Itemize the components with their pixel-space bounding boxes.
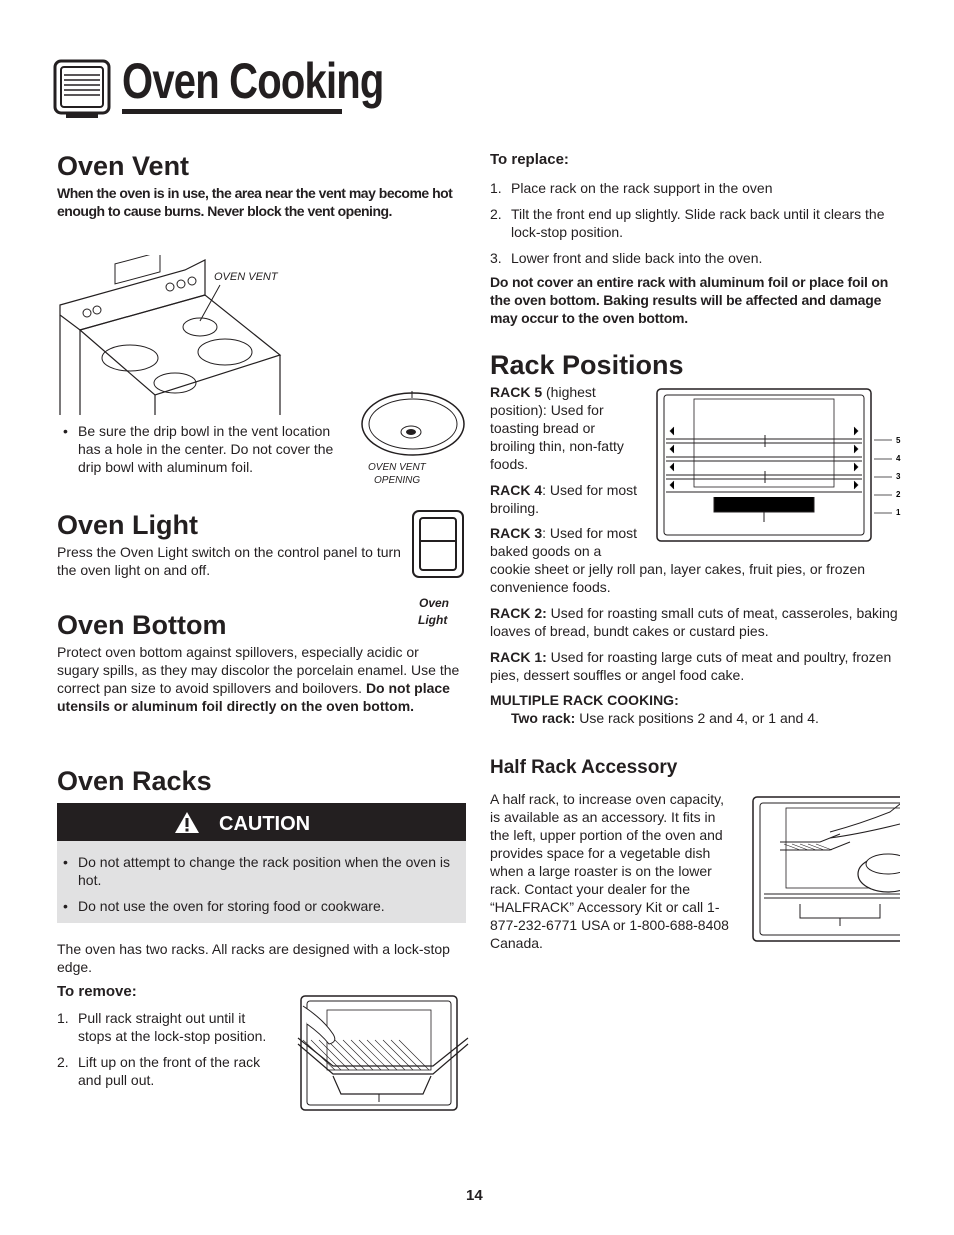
page-number: 14 <box>466 1187 483 1204</box>
rack-2-description: RACK 2: Used for roasting small cuts of meat, casseroles, baking loaves of bread, bundt cakes or custard pies. <box>490 605 898 639</box>
half-rack-text: A half rack, to increase oven capacity, is available as an accessory. It fits in the left, upper portion of the oven and provides space for a vegetable dish when a large roaster is on the lower rack. Contact your dealer for the “HALFRACK” Accessory Kit or call 1-877-232-6771 USA or 1-800-688-8408 Canada. <box>490 791 729 951</box>
rack-positions-diagram <box>654 387 904 542</box>
replace-warning: Do not cover an entire rack with aluminum foil or place foil on the oven bottom. Baking results will be affected and damage may occur to the oven bottom. <box>490 274 889 326</box>
list-item: 1. Pull rack straight out until it stops at the lock-stop position. <box>57 1010 267 1044</box>
two-rack-description: Two rack: Use rack positions 2 and 4, or 1 and 4. <box>511 710 819 726</box>
oven-racks-intro: The oven has two racks. All racks are designed with a lock-stop edge. <box>57 941 450 975</box>
half-rack-illustration <box>750 794 900 944</box>
list-item: • Do not use the oven for storing food or cookware. <box>57 897 457 915</box>
oven-bottom-text: Protect oven bottom against spillovers, especially acidic or sugary spills, as they may discolor the porcelain enamel. Use the correct pan size to avoid spillovers and boilovers. Do not place utensils or aluminum foil directly on the oven bottom. <box>57 644 460 714</box>
title-underline <box>122 109 342 114</box>
oven-header-icon <box>52 58 112 120</box>
list-item: • Be sure the drip bowl in the vent location has a hole in the center. Do not cover the drip bowl with aluminum foil. <box>57 422 347 476</box>
rack-removal-illustration <box>293 994 471 1112</box>
remove-heading: To remove: <box>57 983 137 1000</box>
drip-bowl-label-2: OPENING <box>374 475 421 486</box>
list-item: 1. Place rack on the rack support in the oven <box>490 180 773 196</box>
rack-positions-heading: Rack Positions <box>490 350 684 380</box>
oven-vent-figure-label: OVEN VENT <box>214 271 278 283</box>
oven-light-heading: Oven Light <box>57 510 198 540</box>
rack-3-description: RACK 3: Used for most baked goods on a cookie sheet or jelly roll pan, layer cakes, fruit pies, or frozen convenience foods. <box>490 525 866 595</box>
oven-racks-heading: Oven Racks <box>57 766 212 796</box>
caution-header <box>57 803 466 841</box>
rack-1-description: RACK 1: Used for roasting large cuts of meat and poultry, frozen pies, dessert souffles or angel food cake. <box>490 649 892 683</box>
rack-5-description: RACK 5 (highest position): Used for toasting bread or broiling thin, non-fatty foods. <box>490 384 624 472</box>
oven-light-label-1: Oven <box>419 596 450 610</box>
rack-number-label: 4 <box>896 454 901 463</box>
rack-number-label: 5 <box>896 436 901 445</box>
caution-list <box>57 853 457 915</box>
list-item: 3. Lower front and slide back into the oven. <box>490 250 763 266</box>
drip-bowl-note <box>57 422 347 484</box>
half-rack-heading: Half Rack Accessory <box>490 757 678 778</box>
page-title: Oven Cooking <box>122 53 384 109</box>
rack-number-label: 2 <box>896 490 901 499</box>
oven-light-label-2: Light <box>418 613 448 627</box>
replace-heading: To replace: <box>490 151 569 168</box>
oven-vent-warning: When the oven is in use, the area near the vent may become hot enough to cause burns. Never block the vent opening. <box>57 185 453 219</box>
oven-light-text: Press the Oven Light switch on the control panel to turn the oven light on and off. <box>57 544 401 578</box>
oven-vent-heading: Oven Vent <box>57 151 190 181</box>
rack-number-label: 3 <box>896 472 901 481</box>
drip-bowl-label-1: OVEN VENT <box>368 462 426 473</box>
list-item: 2. Lift up on the front of the rack and pull out. <box>57 1054 261 1088</box>
caution-box <box>57 841 466 923</box>
oven-bottom-heading: Oven Bottom <box>57 610 227 640</box>
list-item: 2. Tilt the front end up slightly. Slide rack back until it clears the lock-stop position. <box>490 206 885 240</box>
warning-triangle-icon <box>174 811 200 834</box>
rack-number-label: 1 <box>896 508 901 517</box>
list-item: • Do not attempt to change the rack position when the oven is hot. <box>57 853 457 889</box>
rack-4-description: RACK 4: Used for most broiling. <box>490 482 638 516</box>
remove-steps <box>57 1009 282 1097</box>
replace-steps <box>490 179 900 275</box>
oven-light-switch-icon <box>411 509 465 579</box>
caution-label: CAUTION <box>219 813 311 835</box>
multiple-rack-heading: MULTIPLE RACK COOKING: <box>490 692 679 708</box>
drip-bowl-illustration <box>358 388 468 458</box>
